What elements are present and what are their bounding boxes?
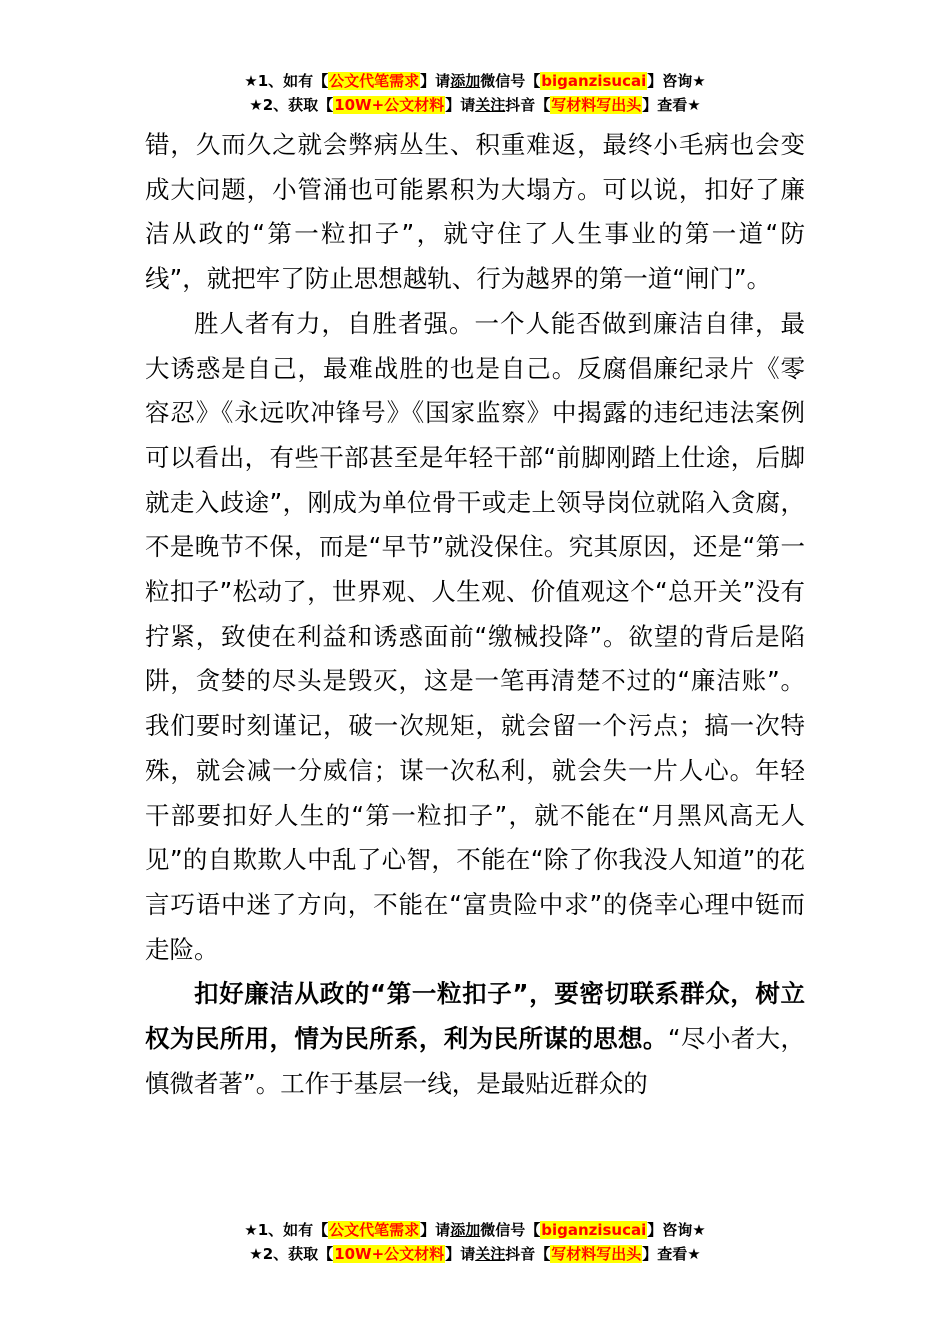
paragraph-1: 错，久而久之就会弊病丛生、积重难返，最终小毛病也会变成大问题，小管涌也可能累积为大塌方。可以说，扣好了廉洁从政的“第一粒扣子”，就守住了人生事业的第一道“防线”，就把牢了防止思想越轨、行为越界的第一道“闸门”。 — [145, 130, 805, 294]
banner-douyin-id: 写材料写出头 — [551, 1245, 642, 1263]
paragraph-2: 胜人者有力，自胜者强。一个人能否做到廉洁自律，最大诱惑是自己，最难战胜的也是自己。反腐倡廉纪录片《零容忍》《永远吹冲锋号》《国家监察》中揭露的违纪违法案例可以看出，有些干部甚至是年轻干部“前脚刚踏上仕途，后脚就走入歧途”，刚成为单位骨干或走上领导岗位就陷入贪腐，不是晚节不保，而是“早节”就没保住。究其原因，还是“第一粒扣子”松动了，世界观、人生观、价值观这个“总开关”没有拧紧，致使在利益和诱惑面前“缴械投降”。欲望的背后是陷阱，贪婪的尽头是毁灭，这是一笔再清楚不过的“廉洁账”。我们要时刻谨记，破一次规矩，就会留一个污点；搞一次特殊，就会减一分威信；谋一次私利，就会失一片人心。年轻干部要扣好人生的“第一粒扣子”，就不能在“月黑风高无人见”的自欺欺人中乱了心智，不能在“除了你我没人知道”的花言巧语中迷了方向，不能在“富贵险中求”的侥幸心理中铤而走险。 — [145, 308, 805, 964]
banner-text: ★2、获取【 — [249, 96, 334, 114]
banner-text: 】请 — [445, 96, 476, 114]
banner-highlight: 公文代笔需求 — [329, 1221, 420, 1239]
document-body — [145, 123, 805, 1106]
banner-text: 】咨询★ — [647, 1221, 706, 1239]
banner-highlight: 10W+公文材料 — [334, 96, 445, 114]
paragraph-3-text: “尽小者大，慎微者著”。工作于基层一线，是最贴近群众的 — [145, 1024, 806, 1098]
banner-underlined: 添加 — [450, 1221, 481, 1239]
banner-text: ★1、如有【 — [244, 72, 329, 90]
banner-text: 】查看★ — [642, 96, 701, 114]
paragraph-3 — [145, 972, 805, 1106]
banner-wechat-id: biganzisucai — [541, 1221, 647, 1239]
banner-text: 微信号【 — [480, 72, 541, 90]
banner-underlined: 关注 — [475, 1245, 506, 1263]
banner-text: 】请 — [420, 1221, 451, 1239]
banner-line-2 — [0, 1242, 950, 1266]
banner-text: 抖音【 — [505, 1245, 551, 1263]
banner-highlight: 10W+公文材料 — [334, 1245, 445, 1263]
banner-line-2 — [0, 93, 950, 117]
banner-text: 】请 — [420, 72, 451, 90]
header-banner — [0, 69, 950, 117]
banner-douyin-id: 写材料写出头 — [551, 96, 642, 114]
banner-highlight: 公文代笔需求 — [329, 72, 420, 90]
banner-text: ★2、获取【 — [249, 1245, 334, 1263]
banner-text: 】请 — [445, 1245, 476, 1263]
banner-line-1 — [0, 1218, 950, 1242]
banner-text: 抖音【 — [505, 96, 551, 114]
banner-text: 】查看★ — [642, 1245, 701, 1263]
banner-text: ★1、如有【 — [244, 1221, 329, 1239]
banner-underlined: 添加 — [450, 72, 481, 90]
banner-text: 】咨询★ — [647, 72, 706, 90]
banner-text: 微信号【 — [480, 1221, 541, 1239]
banner-line-1 — [0, 69, 950, 93]
banner-wechat-id: biganzisucai — [541, 72, 647, 90]
banner-underlined: 关注 — [475, 96, 506, 114]
paragraph-3-lead: 扣好廉洁从政的“第一粒扣子”，要密切联系群众，树立权为民所用，情为民所系，利为民所谋的思想。 — [145, 979, 805, 1054]
footer-banner — [0, 1218, 950, 1266]
